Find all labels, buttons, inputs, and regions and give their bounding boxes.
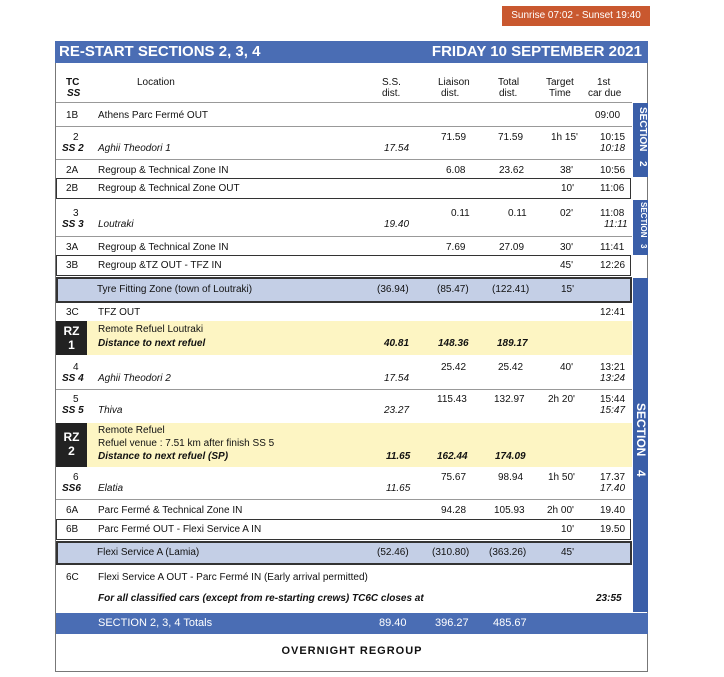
row-3b-target: 45' [560, 260, 574, 271]
row-3-location: Loutraki [98, 219, 134, 230]
rz1-badge-label: RZ [63, 324, 80, 338]
rz2-liaison: 162.44 [437, 451, 468, 462]
row-6a-due: 19.40 [600, 505, 626, 516]
totals-bar [56, 613, 648, 634]
col-ss: SS [67, 88, 81, 99]
row-6b-due: 19.50 [600, 524, 626, 535]
row-2b-target: 10' [561, 183, 575, 194]
row-2a-tc: 2A [66, 165, 79, 176]
row-2a-total: 23.62 [499, 165, 525, 176]
row-2-total: 71.59 [498, 132, 524, 143]
row-4-due: 13:21 [600, 362, 626, 373]
row-3a-due: 11:41 [600, 242, 625, 253]
col-tc: TC [66, 77, 80, 88]
row-6-tc: 6 [73, 472, 79, 483]
row-2-location: Aghii Theodori 1 [98, 143, 171, 154]
rz2-venue: Refuel venue : 7.51 km after finish SS 5 [98, 438, 275, 449]
flexi-liaison: (310.80) [432, 547, 470, 558]
row-6a-tc: 6A [66, 505, 79, 516]
tfz-ssdist: (36.94) [377, 284, 409, 295]
totals-liaison: 396.27 [435, 617, 469, 629]
row-3c-tc: 3C [66, 307, 79, 318]
row-3-tc: 3 [73, 208, 79, 219]
row-6b-tc: 6B [66, 524, 79, 535]
tfz-target: 15' [561, 284, 575, 295]
row-4-ss: SS 4 [62, 373, 84, 384]
row-6-target: 1h 50' [548, 472, 575, 483]
row-3b-tc: 3B [66, 260, 79, 271]
rz2-distance-label: Distance to next refuel (SP) [98, 451, 229, 462]
row-5-tc: 5 [73, 394, 79, 405]
col-location: Location [137, 77, 175, 88]
col-ssdist-2: dist. [382, 88, 401, 99]
row-1b-due: 09:00 [595, 110, 621, 121]
row-6c-due: 23:55 [596, 593, 622, 604]
col-first-2: car due [588, 88, 622, 99]
row-1b-tc: 1B [66, 110, 79, 121]
row-3-liaison: 0.11 [451, 208, 470, 219]
section-3-word: SECTION [639, 202, 648, 238]
row-4-target: 40' [560, 362, 574, 373]
row-5-due: 15:44 [600, 394, 626, 405]
row-2a-liaison: 6.08 [446, 165, 466, 176]
row-3a-total: 27.09 [499, 242, 525, 253]
row-6b-target: 10' [561, 524, 575, 535]
rz2-location: Remote Refuel [98, 425, 165, 436]
row-2b-tc: 2B [66, 183, 79, 194]
rz1-ssdist: 40.81 [384, 338, 410, 349]
row-divider [56, 389, 632, 390]
row-2b-due: 11:06 [600, 183, 625, 194]
totals-label: SECTION 2, 3, 4 Totals [98, 617, 213, 629]
row-3a-location: Regroup & Technical Zone IN [98, 242, 229, 253]
rz2-badge-label: RZ [63, 430, 80, 444]
row-5-liaison: 115.43 [437, 394, 467, 405]
totals-ssdist: 89.40 [379, 617, 407, 629]
row-6b-location: Parc Fermé OUT - Flexi Service A IN [98, 524, 262, 535]
row-2-ss: SS 2 [62, 143, 84, 154]
col-total-2: dist. [499, 88, 518, 99]
col-total-1: Total [498, 77, 520, 88]
rz1-location: Remote Refuel Loutraki [98, 324, 204, 335]
row-6-location: Elatia [98, 483, 124, 494]
row-6a-target: 2h 00' [547, 505, 574, 516]
row-4-due-finish: 13:24 [600, 373, 626, 384]
row-divider [56, 126, 632, 127]
row-5-total: 132.97 [494, 394, 525, 405]
row-6a-total: 105.93 [494, 505, 525, 516]
col-ssdist-1: S.S. [382, 77, 401, 88]
tfz-liaison: (85.47) [437, 284, 469, 295]
row-2-due: 10:15 [600, 132, 626, 143]
flexi-target: 45' [561, 547, 575, 558]
row-4-total: 25.42 [498, 362, 524, 373]
row-3-ss: SS 3 [62, 219, 84, 230]
row-5-ssdist: 23.27 [384, 405, 410, 416]
tfz-total: (122.41) [492, 284, 530, 295]
row-3-due: 11:08 [600, 208, 625, 219]
row-5-target: 2h 20' [548, 394, 575, 405]
section-3-number: 3 [639, 244, 648, 249]
sunrise-sunset-badge: Sunrise 07:02 - Sunset 19:40 [502, 6, 650, 26]
col-liaison-2: dist. [441, 88, 460, 99]
row-3-target: 02' [560, 208, 574, 219]
row-3a-target: 30' [560, 242, 574, 253]
section-4-word: SECTION [634, 403, 648, 457]
row-3-due-finish: 11:11 [604, 219, 628, 230]
flexi-total: (363.26) [489, 547, 527, 558]
section-4-strip [633, 278, 648, 612]
row-5-location: Thiva [98, 405, 123, 416]
row-1b-location: Athens Parc Fermé OUT [98, 110, 209, 121]
col-target-1: Target [546, 77, 574, 88]
row-2a-due: 10:56 [600, 165, 626, 176]
row-6c-note: For all classified cars (except from re-starting crews) TC6C closes at [98, 593, 424, 604]
row-6-ss: SS6 [62, 483, 81, 494]
row-2-target: 1h 15' [551, 132, 578, 143]
row-5-due-finish: 15:47 [600, 405, 626, 416]
rz1-total: 189.17 [497, 338, 528, 349]
row-6-due: 17.37 [600, 472, 626, 483]
row-5-ss: SS 5 [62, 405, 84, 416]
row-2-ssdist: 17.54 [384, 143, 410, 154]
row-3b-location: Regroup &TZ OUT - TFZ IN [98, 260, 222, 271]
row-3a-tc: 3A [66, 242, 79, 253]
itinerary-header [55, 41, 648, 63]
section-2-number: 2 [637, 161, 648, 167]
row-6a-liaison: 94.28 [441, 505, 467, 516]
itinerary-title: RE-START SECTIONS 2, 3, 4 [59, 43, 261, 60]
row-3c-due: 12:41 [600, 307, 626, 318]
overnight-regroup-label: OVERNIGHT REGROUP [281, 645, 423, 657]
row-2-tc: 2 [73, 132, 79, 143]
col-first-1: 1st [597, 77, 611, 88]
row-4-liaison: 25.42 [441, 362, 467, 373]
flexi-location: Flexi Service A (Lamia) [97, 547, 200, 558]
row-divider [56, 236, 632, 237]
row-divider [56, 499, 632, 500]
row-4-location: Aghii Theodori 2 [98, 373, 171, 384]
section-4-number: 4 [634, 470, 648, 477]
row-2a-location: Regroup & Technical Zone IN [98, 165, 229, 176]
totals-total: 485.67 [493, 617, 527, 629]
flexi-ssdist: (52.46) [377, 547, 409, 558]
row-6c-location: Flexi Service A OUT - Parc Fermé IN (Early arrival permitted) [98, 572, 368, 583]
row-2-liaison: 71.59 [441, 132, 467, 143]
rz2-total: 174.09 [495, 451, 526, 462]
rz2-badge [56, 423, 87, 467]
rz1-liaison: 148.36 [438, 338, 469, 349]
section-2-word: SECTION [637, 107, 648, 152]
rz2-badge-number: 2 [68, 444, 75, 458]
row-6-ssdist: 11.65 [386, 483, 411, 494]
row-divider [56, 159, 632, 160]
section-3-strip [633, 200, 648, 255]
rz1-badge [56, 321, 87, 355]
row-6-liaison: 75.67 [441, 472, 467, 483]
row-3a-liaison: 7.69 [446, 242, 466, 253]
row-6-total: 98.94 [498, 472, 524, 483]
row-6c-tc: 6C [66, 572, 79, 583]
row-6a-location: Parc Fermé & Technical Zone IN [98, 505, 243, 516]
rz2-ssdist: 11.65 [386, 451, 411, 462]
row-2a-target: 38' [560, 165, 574, 176]
row-2b-location: Regroup & Technical Zone OUT [98, 183, 240, 194]
row-4-ssdist: 17.54 [384, 373, 410, 384]
col-target-2: Time [549, 88, 571, 99]
rz1-badge-number: 1 [68, 338, 75, 352]
row-3-ssdist: 19.40 [384, 219, 410, 230]
col-liaison-1: Liaison [438, 77, 470, 88]
row-2-due-finish: 10:18 [600, 143, 626, 154]
row-4-tc: 4 [73, 362, 79, 373]
tfz-location: Tyre Fitting Zone (town of Loutraki) [97, 284, 253, 295]
section-2-strip [633, 103, 648, 177]
row-3-total: 0.11 [508, 208, 527, 219]
header-divider [56, 102, 632, 103]
rz1-distance-label: Distance to next refuel [98, 338, 206, 349]
row-3b-due: 12:26 [600, 260, 626, 271]
itinerary-date: FRIDAY 10 SEPTEMBER 2021 [431, 43, 642, 60]
row-3c-location: TFZ OUT [98, 307, 141, 318]
row-6-due-finish: 17.40 [600, 483, 626, 494]
